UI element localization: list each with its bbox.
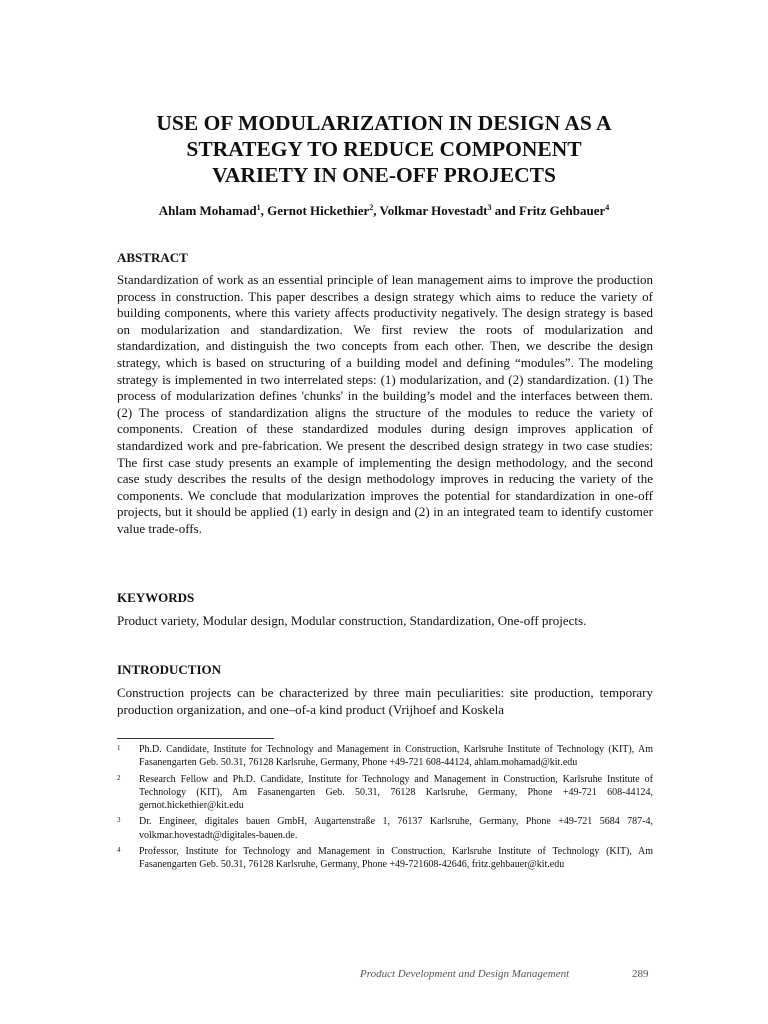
author-name: Ahlam Mohamad bbox=[158, 203, 257, 218]
introduction-text: Construction projects can be characterized by three main peculiarities: site production, temporary production organization, and one–of-a kind product (Vrijhoef and Koskela bbox=[117, 685, 653, 717]
title-line: VARIETY IN ONE-OFF PROJECTS bbox=[212, 163, 556, 187]
title-line: USE OF MODULARIZATION IN DESIGN AS A bbox=[156, 111, 612, 135]
title-line: STRATEGY TO REDUCE COMPONENT bbox=[186, 137, 582, 161]
footnote-text: Dr. Engineer, digitales bauen GmbH, Augartenstraße 1, 76137 Karlsruhe, Germany, Phone +49-721 5684 787-4, volkmar.hovestadt@digitales-bauen.de. bbox=[139, 816, 653, 841]
footnote-number: 2 bbox=[117, 773, 121, 782]
footnote-separator bbox=[117, 738, 274, 739]
footnote bbox=[117, 845, 653, 872]
keywords-text: Product variety, Modular design, Modular construction, Standardization, One-off projects. bbox=[117, 613, 587, 628]
keywords-heading: KEYWORDS bbox=[117, 590, 195, 605]
abstract-heading: ABSTRACT bbox=[117, 250, 188, 265]
footnote bbox=[117, 773, 653, 813]
footnote-number: 4 bbox=[117, 846, 121, 855]
footnote bbox=[117, 743, 653, 770]
paper-title bbox=[100, 110, 668, 188]
author-name: Volkmar Hovestadt bbox=[379, 203, 488, 218]
running-title: Product Development and Design Management bbox=[360, 968, 570, 980]
affiliation-marker: 1 bbox=[256, 203, 261, 212]
affiliation-marker: 4 bbox=[605, 203, 610, 212]
affiliation-marker: 2 bbox=[369, 203, 374, 212]
author-name: Gernot Hickethier bbox=[267, 203, 370, 218]
footnote bbox=[117, 815, 653, 842]
footnote-text: Ph.D. Candidate, Institute for Technology and Management in Construction, Karlsruhe Institute of Technology (KIT), Am Fasanengarten Geb. 50.31, 76128 Karlsruhe, Germany, Phone +49-721 608-44124, ahlam.mohamad@kit.edu bbox=[139, 744, 653, 769]
affiliation-marker: 3 bbox=[487, 203, 492, 212]
abstract-text: Standardization of work as an essential principle of lean management aims to improve the production process in construction. This paper describes a design strategy which aims to reduce the variety of building components, where this variety affects productivity negatively. The design strategy is based on modularization and standardization. We first review the roots of modularization and standardization, and distinguish the two concepts from each other. Then, we describe the design strategy, which is based on structuring of a building model and defining “modules”. The modeling strategy is implemented in two interrelated steps: (1) modularization, and (2) standardization. (1) The process of modularization defines 'chunks' in the building’s model and the interfaces between them. (2) The process of standardization aligns the structure of the modules to reduce the variety of components. Creation of these standardized modules during design improves application of standardized work and pre-fabrication. We present the described design strategy in two case studies: The first case study presents an example of implementing the design methodology, and the second case study describes the results of the design methodology improves in reducing the variety of the components. We conclude that modularization improves the potential for standardization in one-off projects, but it should be applied (1) early in design and (2) in an integrated team to identify customer value trade-offs. bbox=[117, 272, 653, 536]
footnote-text: Research Fellow and Ph.D. Candidate, Institute for Technology and Management in Construction, Karlsruhe Institute of Technology (KIT), Am Fasanengarten Geb. 50.31, 76128 Karlsruhe, Germany, Phone +49-721 608-44124, gernot.hickethier@kit.edu bbox=[139, 773, 653, 812]
author-list bbox=[118, 202, 650, 220]
introduction-heading: INTRODUCTION bbox=[117, 662, 222, 677]
author-separator: and bbox=[491, 203, 519, 218]
author-name: Fritz Gehbauer bbox=[518, 203, 606, 218]
page-number: 289 bbox=[632, 968, 649, 980]
author-separator: , bbox=[373, 203, 380, 218]
author-separator: , bbox=[260, 203, 268, 218]
footnote-number: 3 bbox=[117, 816, 121, 825]
footnote-text: Professor, Institute for Technology and Management in Construction, Karlsruhe Institute of Technology (KIT), Am Fasanengarten Geb. 50.31, 76128 Karlsruhe, Germany, Phone +49-721608-42646, fritz.gehbauer@kit.edu bbox=[139, 846, 653, 871]
footnotes bbox=[117, 743, 653, 875]
footnote-number: 1 bbox=[117, 744, 121, 752]
